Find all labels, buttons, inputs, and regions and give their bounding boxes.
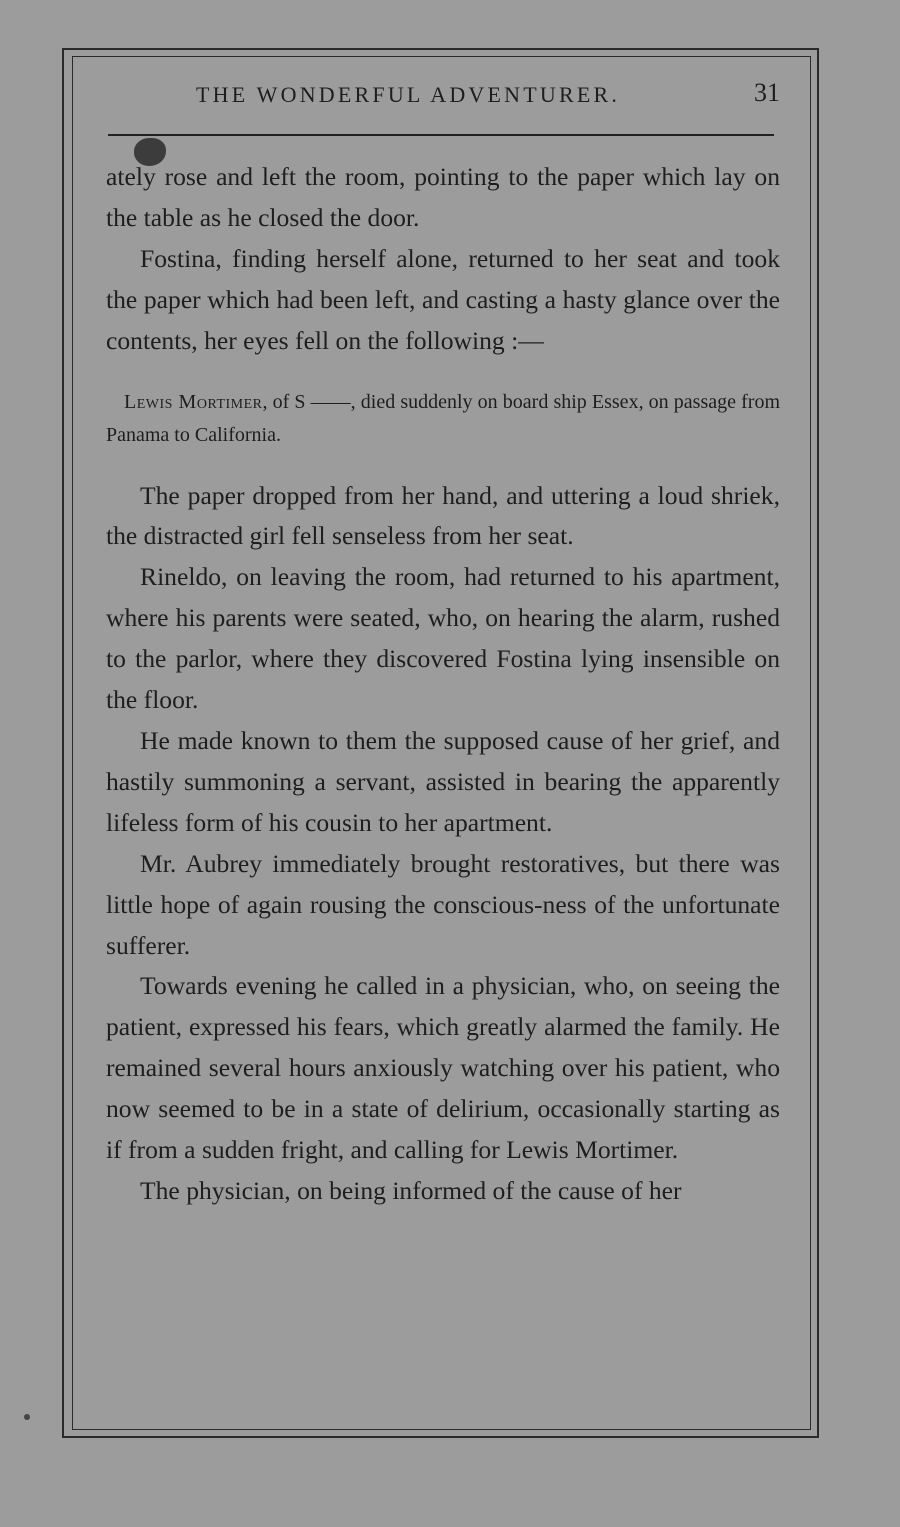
page-header bbox=[108, 78, 780, 112]
header-rule bbox=[108, 134, 774, 136]
paragraph: Towards evening he called in a physician, who, on seeing the patient, expressed his fears, which greatly alarmed the family. He remained several hours anxiously watching over his patient, who now seemed to be in a state of delirium, occasionally starting as if from a sudden fright, and calling for Lewis Mortimer. bbox=[106, 971, 780, 1165]
paragraph-continued: ately rose and left the room, pointing to the paper which lay on the table as he closed the door. bbox=[106, 162, 780, 232]
paragraph: Mr. Aubrey immediately brought restoratives, but there was little hope of again rousing the conscious-ness of the unfortunate sufferer. bbox=[106, 848, 780, 960]
running-head: THE WONDERFUL ADVENTURER. bbox=[196, 82, 621, 107]
page-number: 31 bbox=[754, 78, 780, 107]
body-text bbox=[106, 157, 780, 1212]
paragraph: Fostina, finding herself alone, returned to her seat and took the paper which had been left, and casting a hasty glance over the contents, her eyes fell on the following :— bbox=[106, 243, 780, 355]
paragraph: He made known to them the supposed cause of her grief, and hastily summoning a servant, assisted in bearing the apparently lifeless form of his cousin to her apartment. bbox=[106, 725, 780, 837]
paragraph: The physician, on being informed of the cause of her bbox=[140, 1175, 682, 1205]
speck bbox=[24, 1414, 30, 1420]
notice-name: Lewis Mortimer bbox=[124, 390, 263, 413]
death-notice bbox=[106, 386, 780, 452]
paragraph: The paper dropped from her hand, and uttering a loud shriek, the distracted girl fell senseless from her seat. bbox=[106, 480, 780, 551]
notice-text: , of S ——, died suddenly on board ship Essex, on passage from Panama to California. bbox=[106, 390, 781, 446]
paragraph: Rineldo, on leaving the room, had returned to his apartment, where his parents were seated, who, on hearing the alarm, rushed to the parlor, where they discovered Fostina lying insensible on the floor. bbox=[106, 562, 780, 715]
